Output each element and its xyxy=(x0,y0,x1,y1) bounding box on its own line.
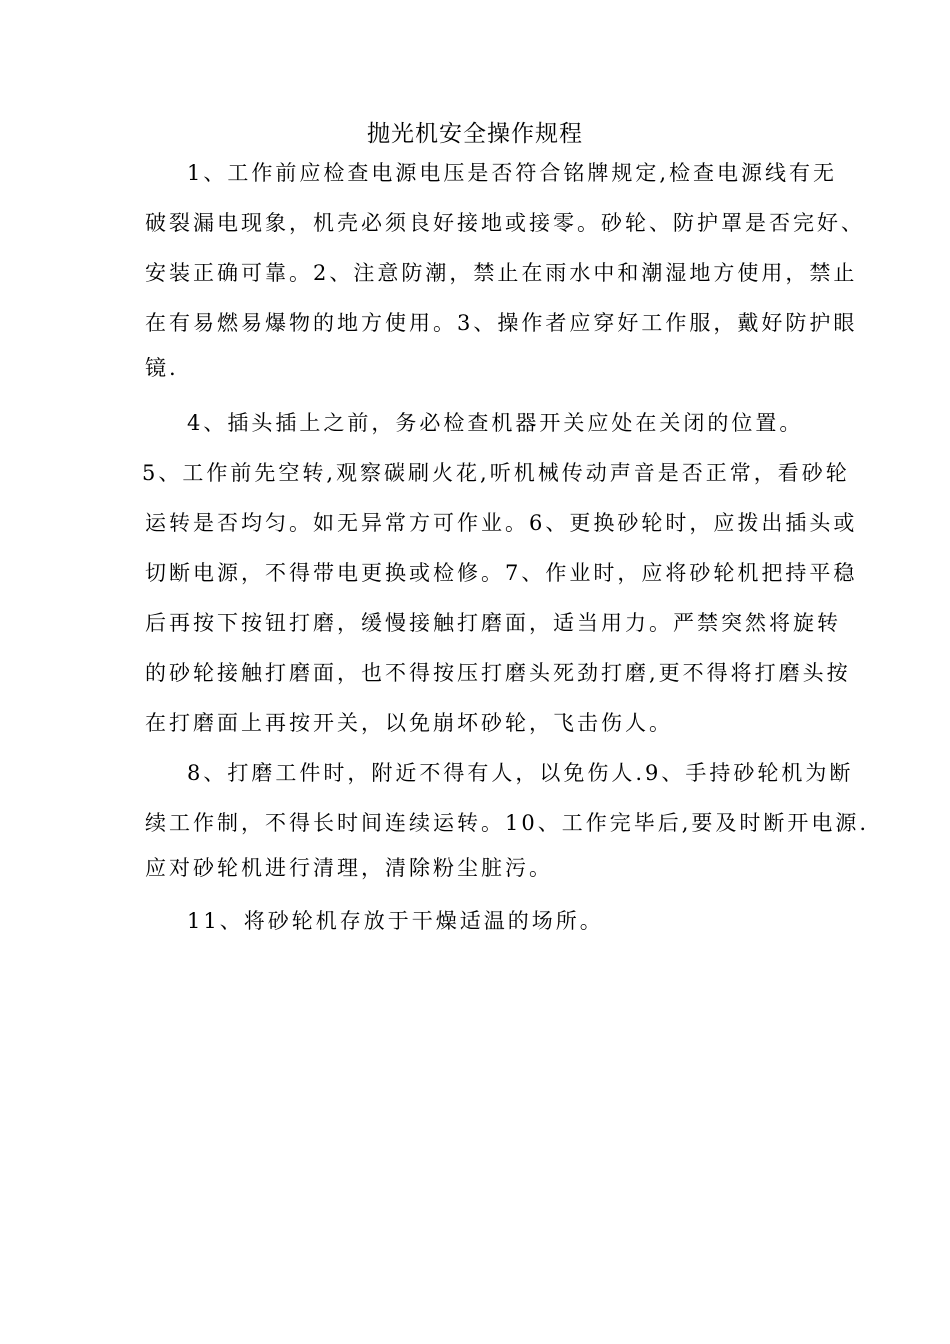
paragraph-line: 镜. xyxy=(145,356,179,380)
paragraph-line: 应对砂轮机进行清理，清除粉尘脏污。 xyxy=(145,856,553,880)
paragraph-2 xyxy=(142,398,858,748)
paragraph-4 xyxy=(145,896,845,946)
paragraph-line: 在打磨面上再按开关，以免崩坏砂轮，飞击伤人。 xyxy=(145,711,673,735)
paragraph-line: 在有易燃易爆物的地方使用。3、操作者应穿好工作服，戴好防护眼 xyxy=(145,311,858,335)
paragraph-line: 5、工作前先空转,观察碳刷火花,听机械传动声音是否正常，看砂轮 xyxy=(142,461,850,485)
paragraph-line: 11、将砂轮机存放于干燥适温的场所。 xyxy=(187,909,604,933)
paragraph-1 xyxy=(145,148,865,388)
paragraph-line: 4、插头插上之前，务必检查机器开关应处在关闭的位置。 xyxy=(187,411,804,435)
paragraph-line: 续工作制，不得长时间连续运转。10、工作完毕后,要及时断开电源. xyxy=(145,811,870,835)
paragraph-line: 的砂轮接触打磨面，也不得按压打磨头死劲打磨,更不得将打磨头按 xyxy=(145,661,851,685)
paragraph-line: 1、工作前应检查电源电压是否符合铭牌规定,检查电源线有无 xyxy=(187,161,838,185)
paragraph-line: 运转是否均匀。如无异常方可作业。6、更换砂轮时，应拨出插头或 xyxy=(145,511,858,535)
paragraph-line: 8、打磨工件时，附近不得有人，以免伤人.9、手持砂轮机为断 xyxy=(187,761,854,785)
paragraph-line: 后再按下按钮打磨，缓慢接触打磨面，适当用力。严禁突然将旋转 xyxy=(145,611,841,635)
paragraph-3 xyxy=(145,748,870,888)
paragraph-line: 切断电源，不得带电更换或检修。7、作业时，应将砂轮机把持平稳 xyxy=(145,561,858,585)
paragraph-line: 安装正确可靠。2、注意防潮，禁止在雨水中和潮湿地方使用，禁止 xyxy=(145,261,858,285)
document-title: 抛光机安全操作规程 xyxy=(367,121,583,147)
paragraph-line: 破裂漏电现象，机壳必须良好接地或接零。砂轮、防护罩是否完好、 xyxy=(145,211,865,235)
